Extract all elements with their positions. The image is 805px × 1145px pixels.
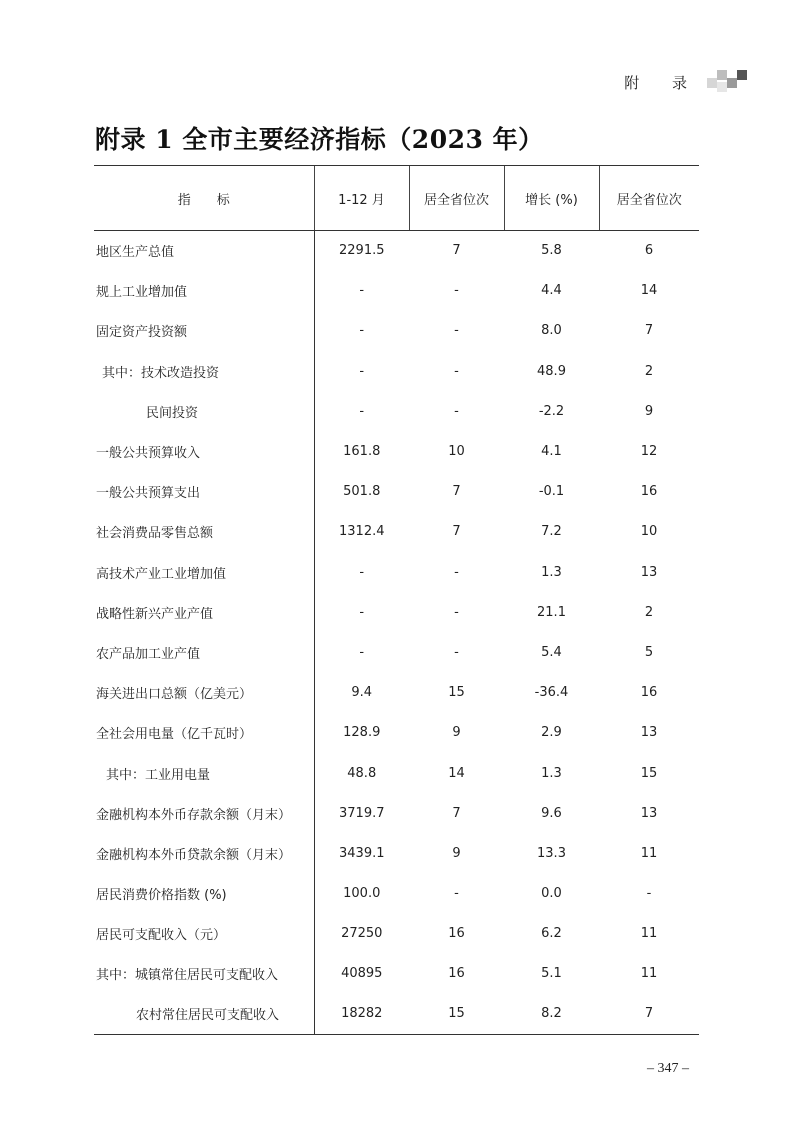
- row-label: 社会消费品零售总额: [94, 512, 314, 552]
- row-label: 一般公共预算支出: [94, 472, 314, 512]
- cell-value: 9.4: [351, 685, 373, 701]
- cell-value: 1312.4: [339, 524, 385, 540]
- cell-rank-growth: 5: [644, 644, 654, 660]
- cell-rank-growth: 7: [644, 323, 654, 339]
- cell-growth: 9.6: [541, 805, 562, 821]
- cell-value: -: [359, 363, 365, 379]
- cell-growth: 0.0: [541, 886, 562, 902]
- cell-growth: 21.1: [537, 604, 566, 620]
- row-label: 其中：城镇常住居民可支配收入: [94, 954, 314, 994]
- table-row: [94, 632, 699, 672]
- cell-growth: 7.2: [541, 524, 562, 540]
- cell-rank-value: 9: [452, 845, 461, 861]
- cell-growth: 13.3: [537, 845, 566, 861]
- cell-rank-value: -: [454, 564, 459, 580]
- cell-rank-value: 7: [452, 484, 461, 500]
- table-row: [94, 713, 699, 753]
- row-label: 其中：工业用电量: [94, 753, 314, 793]
- row-label: 金融机构本外币存款余额（月末）: [94, 793, 314, 833]
- table-row: [94, 351, 699, 391]
- cell-rank-value: 9: [452, 725, 461, 741]
- cell-rank-value: -: [454, 886, 459, 902]
- row-label: 固定资产投资额: [94, 311, 314, 351]
- table-row: [94, 431, 699, 471]
- cell-rank-growth: 7: [599, 994, 699, 1034]
- cell-growth: -2.2: [538, 403, 565, 419]
- column-header-period: 1-12 月: [314, 166, 409, 231]
- cell-rank-value: -: [454, 323, 459, 339]
- cell-rank-growth: -: [646, 886, 652, 902]
- cell-value: 48.8: [347, 765, 377, 781]
- cell-rank-value: 14: [448, 765, 465, 781]
- cell-rank-value: -: [454, 403, 459, 419]
- cell-value: 100.0: [343, 886, 381, 902]
- cell-rank-growth: 11: [640, 926, 658, 942]
- cell-value: 18282: [314, 994, 409, 1034]
- table-header-row: [94, 166, 699, 231]
- table-row: [94, 311, 699, 351]
- cell-rank-growth: 15: [640, 765, 658, 781]
- table-row: [94, 753, 699, 793]
- row-label: 农村常住居民可支配收入: [94, 994, 314, 1034]
- row-label: 民间投资: [94, 391, 314, 431]
- cell-growth: 4.4: [541, 283, 562, 299]
- table-row: [94, 914, 699, 954]
- table-row: [94, 673, 699, 713]
- row-label: 全社会用电量（亿千瓦时）: [94, 713, 314, 753]
- cell-rank-value: -: [454, 644, 459, 660]
- cell-rank-growth: 10: [640, 524, 658, 540]
- cell-rank-growth: 14: [640, 283, 658, 299]
- cell-rank-value: -: [454, 283, 459, 299]
- cell-value: 128.9: [343, 725, 381, 741]
- row-label: 地区生产总值: [94, 231, 314, 271]
- cell-rank-value: 7: [452, 243, 461, 259]
- row-label: 金融机构本外币贷款余额（月末）: [94, 833, 314, 873]
- table-row: [94, 512, 699, 552]
- row-label: 战略性新兴产业产值: [94, 592, 314, 632]
- cell-rank-value: 16: [448, 926, 465, 942]
- cell-growth: 2.9: [541, 725, 562, 741]
- cell-value: 2291.5: [339, 243, 385, 259]
- column-header-rank-growth: 居全省位次: [599, 166, 699, 231]
- cell-value: 3439.1: [339, 845, 385, 861]
- cell-rank-growth: 2: [644, 604, 654, 620]
- cell-rank-value: -: [454, 604, 459, 620]
- row-label: 规上工业增加值: [94, 271, 314, 311]
- cell-value: -: [359, 323, 365, 339]
- cell-rank-growth: 11: [640, 966, 658, 982]
- column-header-indicator: 指 标: [94, 166, 314, 231]
- row-label: 海关进出口总额（亿美元）: [94, 673, 314, 713]
- cell-growth: 1.3: [541, 765, 562, 781]
- cell-rank-value: 7: [452, 524, 461, 540]
- cell-rank-growth: 16: [640, 484, 658, 500]
- page-title: 附录 1 全市主要经济指标（2023 年）: [95, 125, 544, 154]
- table-row: [94, 472, 699, 512]
- table-row: [94, 954, 699, 994]
- table-body: [94, 231, 699, 1035]
- cell-growth: -0.1: [538, 484, 565, 500]
- cell-rank-growth: 13: [640, 725, 658, 741]
- cell-rank-growth: 13: [640, 805, 658, 821]
- table-row: [94, 552, 699, 592]
- column-header-rank-value: 居全省位次: [409, 166, 504, 231]
- cell-rank-growth: 6: [644, 243, 654, 259]
- cell-rank-value: 7: [452, 805, 461, 821]
- cell-value: 501.8: [343, 484, 381, 500]
- cell-value: -: [359, 283, 365, 299]
- cell-growth: 4.1: [541, 444, 562, 460]
- page-number: – 347 –: [647, 1061, 689, 1076]
- cell-growth: 8.2: [504, 994, 599, 1034]
- table-row: [94, 231, 699, 271]
- cell-value: 27250: [341, 926, 383, 942]
- cell-value: 161.8: [343, 444, 381, 460]
- cell-value: 40895: [341, 966, 383, 982]
- row-label: 农产品加工业产值: [94, 632, 314, 672]
- row-label: 其中：技术改造投资: [94, 351, 314, 391]
- table-row: [94, 793, 699, 833]
- cell-growth: 48.9: [537, 363, 566, 379]
- row-label: 居民可支配收入（元）: [94, 914, 314, 954]
- cell-growth: 5.8: [541, 243, 562, 259]
- running-head: 附 录: [624, 74, 701, 92]
- cell-value: -: [359, 644, 365, 660]
- table-row: [94, 592, 699, 632]
- cell-rank-value: 15: [448, 685, 465, 701]
- cell-rank-value: 15: [409, 994, 504, 1034]
- table-row: [94, 833, 699, 873]
- cell-rank-value: 10: [448, 444, 465, 460]
- cell-rank-growth: 13: [640, 564, 658, 580]
- cell-value: -: [359, 564, 365, 580]
- cell-value: -: [359, 604, 365, 620]
- cell-rank-growth: 16: [640, 685, 658, 701]
- cell-growth: 8.0: [541, 323, 562, 339]
- cell-rank-value: -: [454, 363, 459, 379]
- row-label: 居民消费价格指数 (%): [94, 874, 314, 914]
- table-row: [94, 271, 699, 311]
- cell-rank-growth: 9: [644, 403, 654, 419]
- row-label: 高技术产业工业增加值: [94, 552, 314, 592]
- cell-value: -: [359, 403, 365, 419]
- decorative-squares: [707, 70, 747, 94]
- cell-rank-growth: 11: [640, 845, 658, 861]
- cell-growth: 1.3: [541, 564, 562, 580]
- economic-indicators-table: [94, 165, 699, 1035]
- cell-growth: -36.4: [534, 685, 569, 701]
- cell-growth: 5.4: [541, 644, 562, 660]
- cell-rank-growth: 2: [644, 363, 654, 379]
- cell-value: 3719.7: [339, 805, 385, 821]
- column-header-growth: 增长 (%): [504, 166, 599, 231]
- cell-growth: 5.1: [541, 966, 562, 982]
- row-label: 一般公共预算收入: [94, 431, 314, 471]
- table-row: [94, 391, 699, 431]
- table-row: [94, 994, 699, 1034]
- cell-rank-value: 16: [448, 966, 465, 982]
- cell-rank-growth: 12: [640, 444, 658, 460]
- table-row: [94, 874, 699, 914]
- cell-growth: 6.2: [541, 926, 562, 942]
